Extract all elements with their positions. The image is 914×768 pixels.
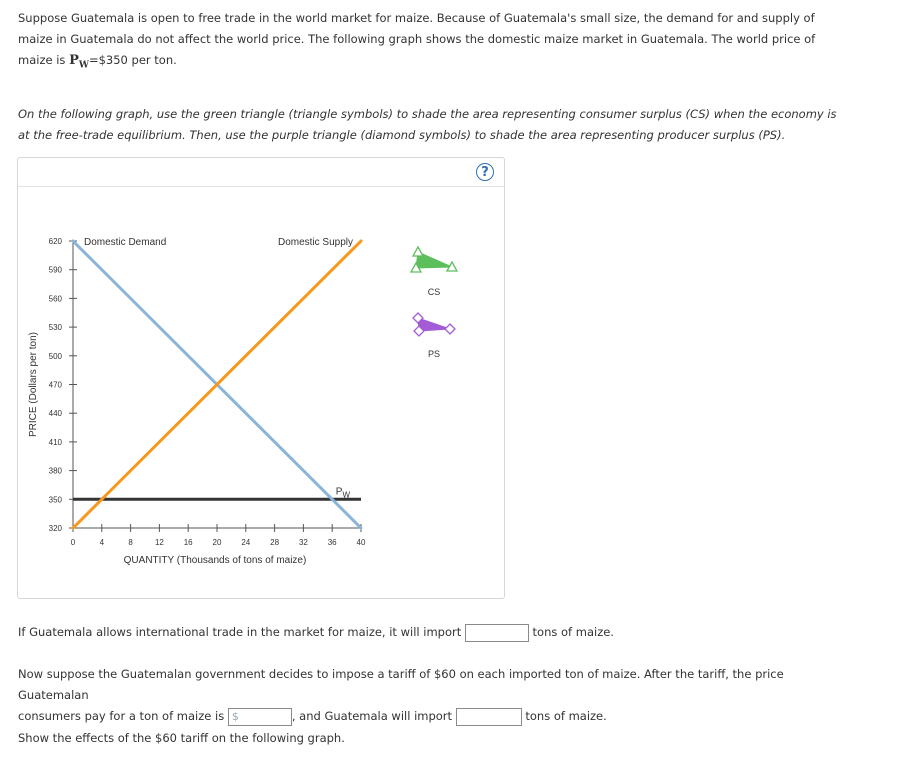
world-price-symbol — [69, 53, 89, 71]
supply-label: Domestic Supply — [277, 237, 353, 248]
y-tick-label: 530 — [48, 323, 62, 333]
x-tick-label: 28 — [270, 538, 280, 547]
y-tick-label: 560 — [48, 294, 62, 304]
q2-middle: , and Guatemala will import — [291, 709, 453, 723]
footer-text: Show the effects of the $60 tariff on the following graph. — [18, 731, 345, 745]
world-price-label: $P_W$ — [335, 486, 351, 500]
x-tick-label: 32 — [298, 538, 308, 547]
series-layer — [73, 237, 361, 528]
graph-panel — [17, 157, 505, 599]
intro-part2: per ton. — [127, 53, 177, 67]
q2-price-label: consumers pay for a ton of maize is — [18, 709, 225, 723]
ps-legend-label: PS — [427, 349, 441, 359]
q1-label: If Guatemala allows international trade in the market for maize, it will import — [18, 625, 462, 639]
tariff-import-input[interactable] — [456, 708, 522, 726]
x-tick-label: 16 — [183, 538, 193, 547]
cs-legend-label: CS — [427, 287, 441, 297]
q1-unit: tons of maize. — [532, 625, 614, 639]
y-tick-label: 320 — [48, 524, 62, 533]
intro-part1: Suppose Guatemala is open to free trade in the world market for maize. Because of Guatemala's small size, the demand for and supply of maize in Guatemala do not affect the world price. The following graph shows the domestic maize market in Guatemala. The world price of maize is — [18, 11, 816, 67]
intro-text — [18, 8, 848, 77]
q2-line1: Now suppose the Guatemalan government decides to impose a tariff of $60 on each imported ton of maize. After the tariff, the price Guatemalan — [18, 667, 784, 702]
y-tick-label: 380 — [48, 466, 62, 476]
tariff-price-input[interactable]: $ — [228, 708, 292, 726]
legend[interactable] — [411, 247, 457, 359]
instruction-text: On the following graph, use the green triangle (triangle symbols) to shade the area representing consumer surplus (CS) when the economy is at the free-trade equilibrium. Then, use the purple triangle (diamond symbols) to shade the area representing producer surplus (PS). — [18, 107, 837, 142]
cs-triangle-marker[interactable] — [413, 247, 423, 256]
ps-diamond-marker[interactable] — [445, 324, 455, 334]
y-tick-label: 470 — [48, 380, 62, 390]
world-price-value: =$350 — [88, 53, 128, 67]
x-tick-label: 24 — [241, 538, 251, 547]
q2-unit: tons of maize. — [525, 709, 607, 723]
question-tariff — [18, 664, 848, 727]
surplus-chart[interactable] — [18, 158, 504, 598]
x-tick-label: 8 — [128, 538, 133, 547]
pw-subscript: W — [78, 60, 89, 71]
y-tick-label: 440 — [48, 409, 62, 419]
x-tick-label: 20 — [212, 538, 222, 547]
pw-letter: P — [69, 53, 79, 68]
y-tick-label: 590 — [48, 265, 62, 275]
x-tick-label: 0 — [70, 538, 76, 547]
y-tick-label: 620 — [48, 237, 62, 246]
question-import — [18, 622, 614, 642]
import-quantity-input[interactable] — [465, 624, 529, 642]
x-tick-label: 12 — [154, 538, 164, 547]
x-tick-label: 36 — [327, 538, 337, 547]
help-icon[interactable]: ? — [476, 163, 494, 181]
y-tick-label: 410 — [48, 437, 62, 447]
x-axis-title: QUANTITY (Thousands of tons of maize) — [123, 555, 307, 566]
demand-label: Domestic Demand — [84, 237, 167, 248]
y-axis-title: PRICE (Dollars per ton) — [28, 331, 39, 438]
x-tick-label: 40 — [356, 538, 366, 547]
x-tick-label: 4 — [99, 538, 105, 547]
y-tick-label: 350 — [48, 495, 62, 505]
y-tick-label: 500 — [48, 351, 62, 361]
